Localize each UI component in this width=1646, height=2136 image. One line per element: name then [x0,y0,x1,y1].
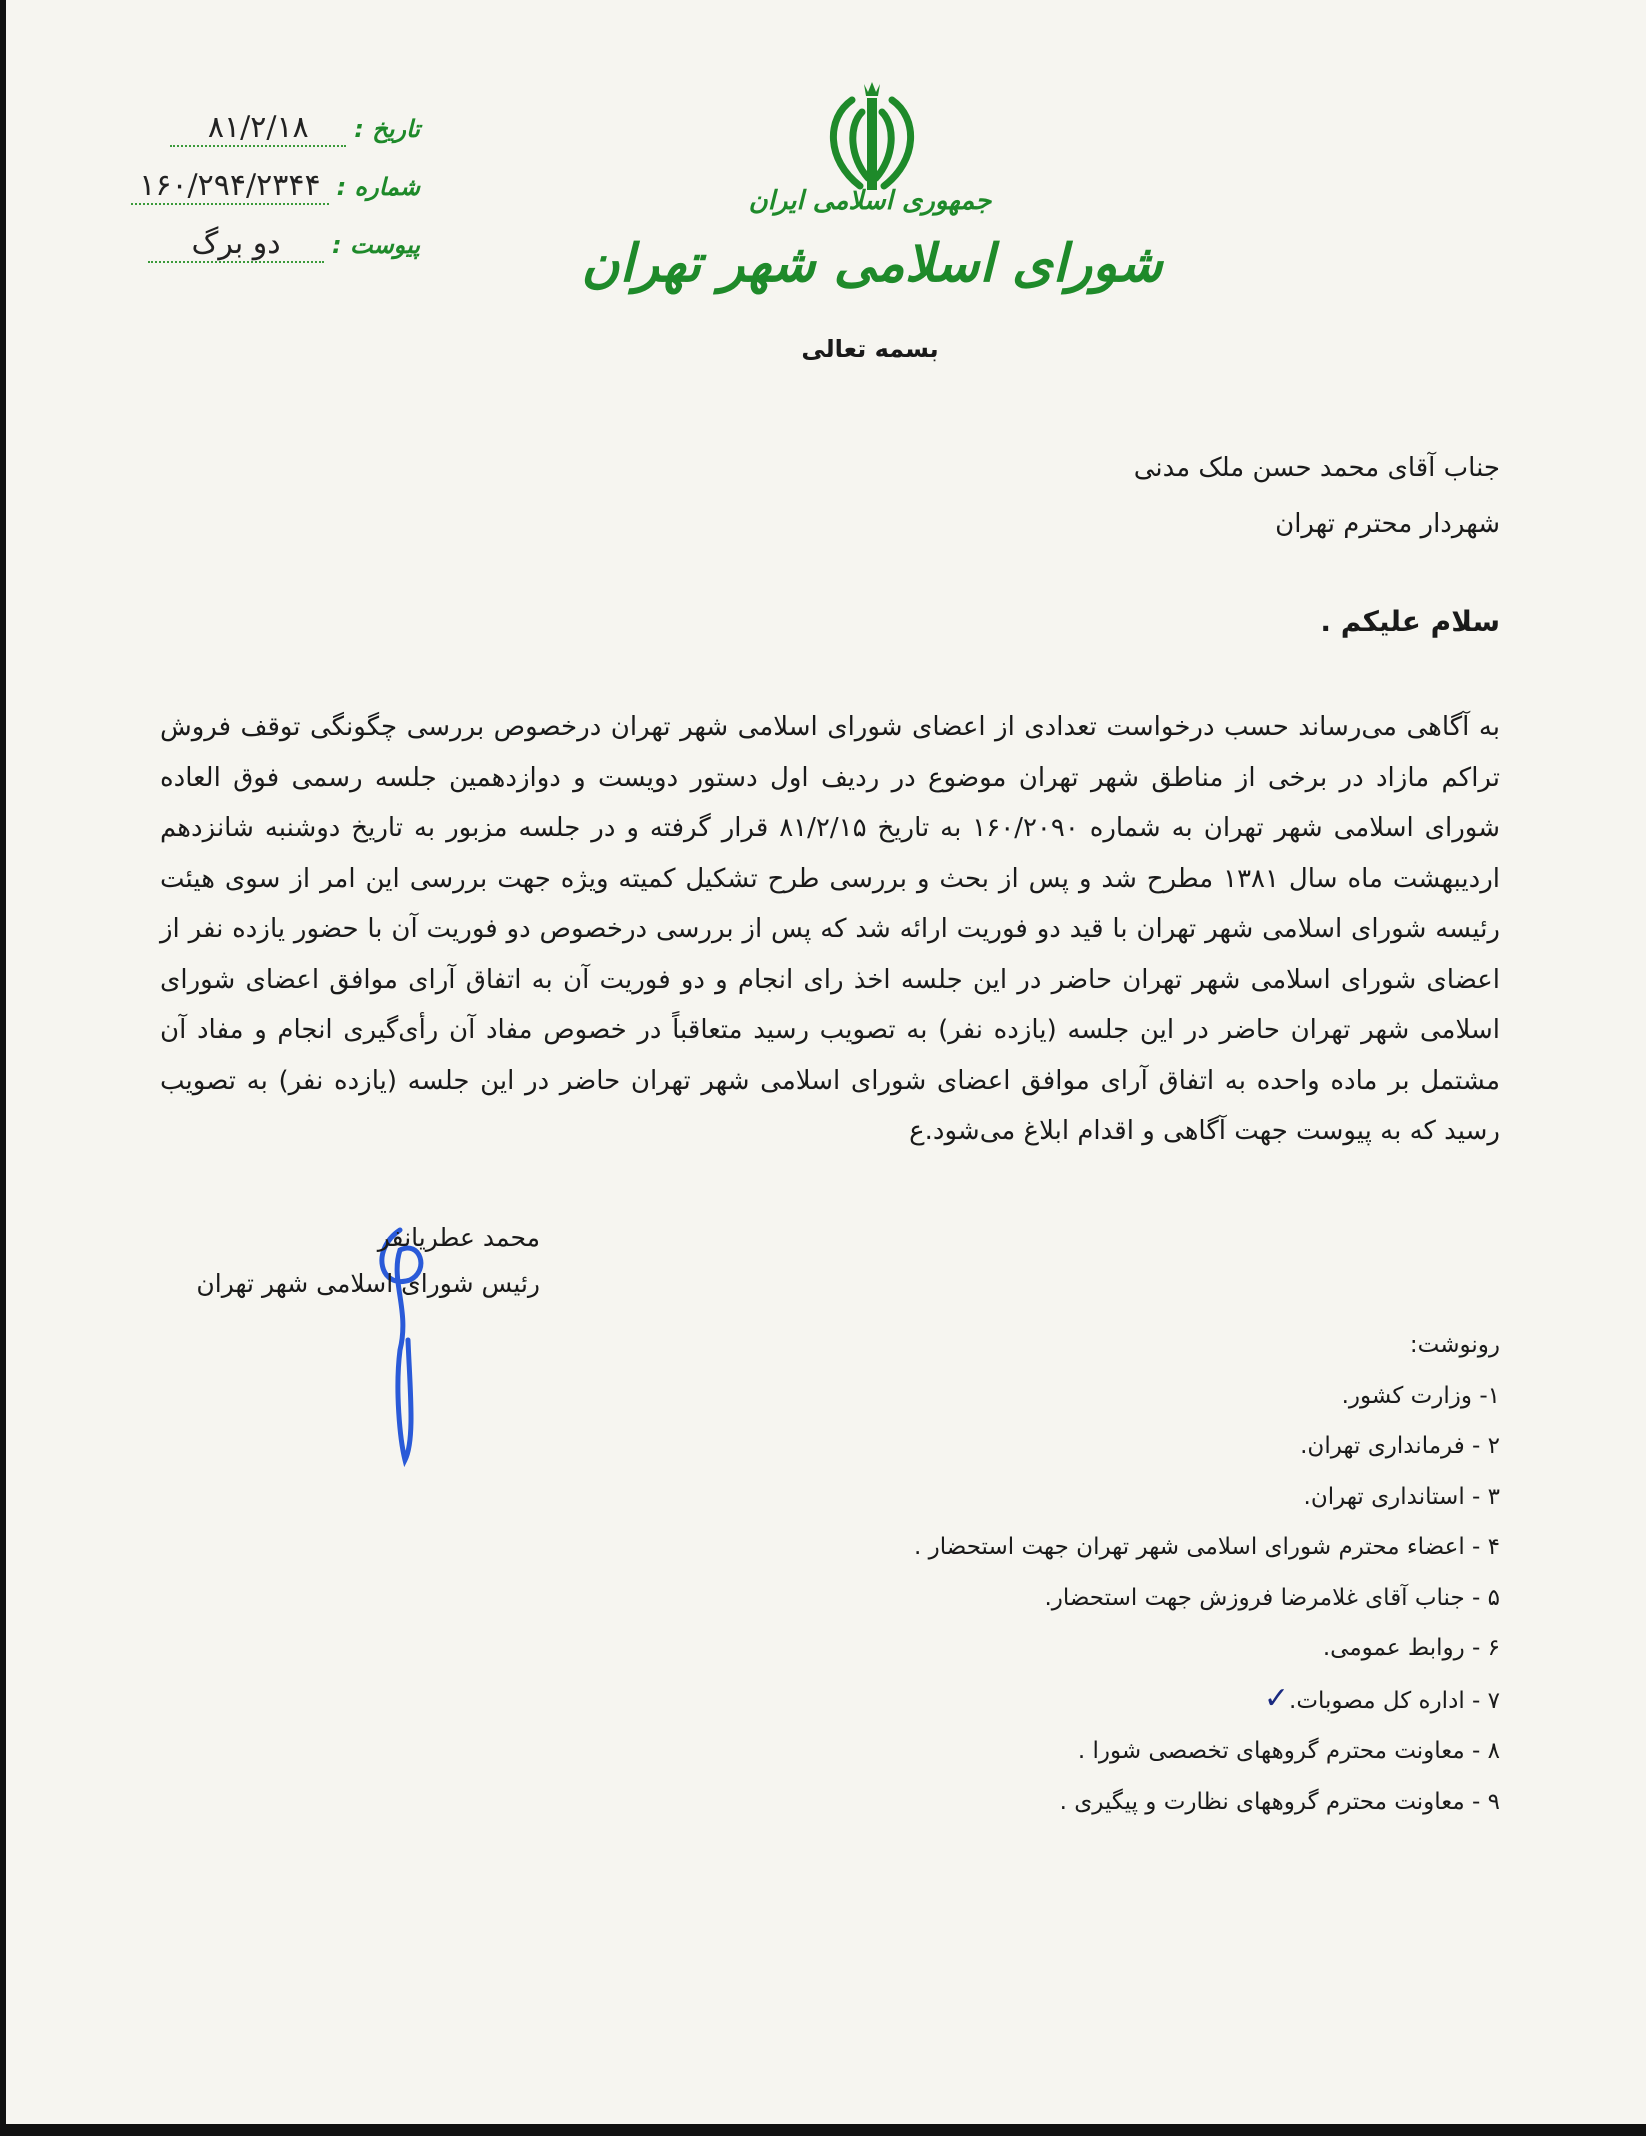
number-value: ۱۶۰/۲۹۴/۲۳۴۴ [131,168,328,205]
bismillah: بسمه تعالی [801,335,939,363]
signer-name: محمد عطریانفر [377,1223,540,1252]
attachment-value: دو برگ [148,226,324,263]
letter-meta [20,110,420,284]
copy-item: ۴ - اعضاء محترم شورای اسلامی شهر تهران جهت استحضار . [914,1534,1500,1560]
signature-block [60,1215,540,1307]
date-label: تاریخ : [354,115,420,143]
logo-title: شورای اسلامی شهر تهران [581,233,1163,294]
scan-edge-bottom [0,2124,1646,2136]
copy-item: ۶ - روابط عمومی. [1322,1635,1500,1661]
date-row [20,110,420,168]
copies-label: رونوشت: [1409,1332,1500,1358]
copy-item: ۵ - جناب آقای غلامرضا فروزش جهت استحضار. [1044,1584,1500,1611]
addressee-name: جناب آقای محمد حسن ملک مدنی [1133,453,1500,483]
letter-body: به آگاهی می‌رساند حسب درخواست تعدادی از اعضای شورای اسلامی شهر تهران درخصوص بررسی چگونگی توقف فروش تراکم مازاد در برخی از مناطق شهر تهران موضوع در ردیف اول دستور دویست و دوازدهمین جلسه رسمی فوق العاده شورای اسلامی شهر تهران به شماره ۱۶۰/۲۰۹۰ به تاریخ ۸۱/۲/۱۵ قرار گرفته و در جلسه مزبور به تاریخ دوشنبه شانزدهم اردیبهشت ماه سال ۱۳۸۱ مطرح شد و پس از بحث و بررسی طرح تشکیل کمیته ویژه جهت بررسی این امر از سوی هیئت رئیسه شورای اسلامی شهر تهران با قید دو فوریت ارائه شد که پس از بررسی درخصوص دو فوریت آن با حضور یازده نفر از اعضای شورای اسلامی شهر تهران حاضر در این جلسه اخذ رای انجام و دو فوریت آن به اتفاق آرای موافق اعضای شورای اسلامی شهر تهران حاضر در این جلسه (یازده نفر) به تصویب رسید متعاقباً در خصوص مفاد آن رأی‌گیری انجام و مفاد آن مشتمل بر ماده واحده به اتفاق آرای موافق اعضای شورای اسلامی شهر تهران حاضر در این جلسه (یازده نفر) به تصویب رسید که به پیوست جهت آگاهی و اقدام ابلاغ می‌شود.ع [160,712,1501,1146]
attachment-label: پیوست : [332,231,420,259]
copy-item: ۹ - معاونت محترم گروههای نظارت و پیگیری . [1059,1788,1500,1815]
logo-subtitle: جمهوری اسلامی ایران [748,186,992,216]
copy-item: ۱- وزارت کشور. [1341,1382,1500,1409]
copy-item-text: ۷ - اداره کل مصوبات. [1289,1687,1500,1714]
salutation: سلام علیکم . [1320,605,1500,638]
date-value: ۸۱/۲/۱۸ [170,110,346,147]
number-row [20,168,420,226]
copies-list [914,1320,1500,1827]
copy-item: ۳ - استانداری تهران. [1303,1483,1500,1510]
addressee [1134,440,1500,552]
attachment-row [20,226,420,284]
scan-edge [0,0,6,2136]
copy-item: ۲ - فرمانداری تهران. [1300,1433,1500,1459]
addressee-title: شهردار محترم تهران [1275,509,1500,539]
checkmark-icon: ✓ [1263,1680,1290,1716]
number-label: شماره : [336,173,420,201]
copy-item: ۸ - معاونت محترم گروههای تخصصی شورا . [1077,1738,1500,1764]
signer-title: رئیس شورای اسلامی شهر تهران [196,1269,540,1298]
iran-emblem-icon [812,78,932,198]
copy-item-checked [914,1674,1500,1727]
